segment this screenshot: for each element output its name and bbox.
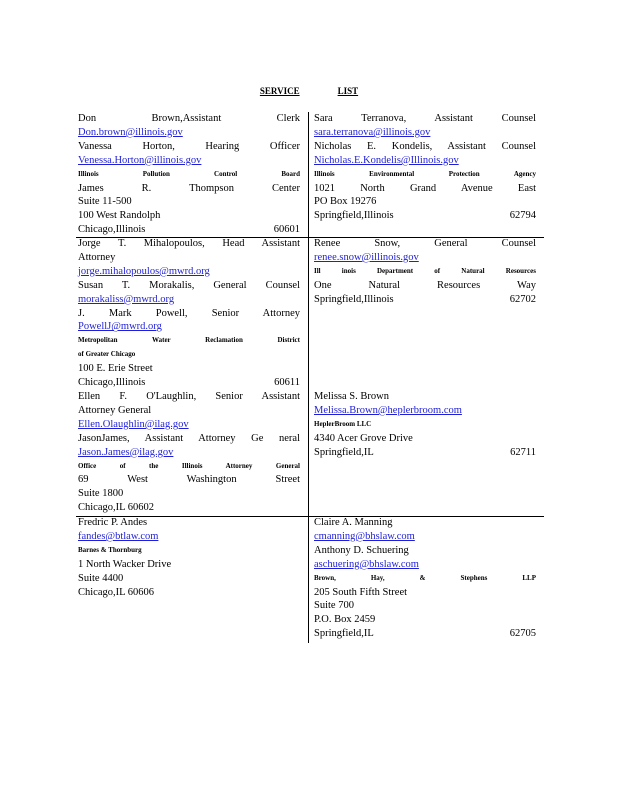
organization-name: Illinois Environmental Protection Agency xyxy=(314,169,536,178)
email-link[interactable]: Nicholas.E.Kondelis@Illinois.gov xyxy=(314,154,459,166)
email-link[interactable]: Melissa.Brown@heplerbroom.com xyxy=(314,404,462,416)
contact-name: J. Mark Powell, Senior Attorney xyxy=(78,307,300,319)
address-line: James R. Thompson Center xyxy=(78,182,300,194)
address-line: 1 North Wacker Drive xyxy=(78,558,172,570)
spacer xyxy=(314,320,536,334)
spacer xyxy=(314,362,536,376)
contact-name: Renee Snow, General Counsel xyxy=(314,238,536,249)
contact-name: Jorge T. Mihalopoulos, Head Assistant xyxy=(78,238,300,249)
cell-row2-left xyxy=(78,237,300,515)
email-link[interactable]: renee.snow@illinois.gov xyxy=(314,251,419,263)
title-word-service: SERVICE xyxy=(259,86,300,96)
title-word-list: LIST xyxy=(337,86,359,96)
organization-name: Barnes & Thornburg xyxy=(78,545,142,554)
column-divider xyxy=(308,112,309,643)
address-line: Chicago,Illinois 60601 xyxy=(78,224,300,236)
address-line: One Natural Resources Way xyxy=(314,279,536,291)
contact-name: Nicholas E. Kondelis, Assistant Counsel xyxy=(314,140,536,152)
address-line: P.O. Box 2459 xyxy=(314,614,376,626)
contact-name: JasonJames, Assistant Attorney Ge neral xyxy=(78,432,300,444)
cell-row1-right xyxy=(314,112,536,223)
email-link[interactable]: PowellJ@mwrd.org xyxy=(78,321,162,333)
contact-name: Sara Terranova, Assistant Counsel xyxy=(314,113,536,124)
address-line: PO Box 19276 xyxy=(314,196,377,208)
address-line: Suite 700 xyxy=(314,600,354,612)
organization-name: Metropolitan Water Reclamation District xyxy=(78,336,300,345)
contact-name: Don Brown,Assistant Clerk xyxy=(78,113,300,124)
contact-name: Fredric P. Andes xyxy=(78,517,148,528)
address-line: Suite 1800 xyxy=(78,488,124,500)
address-line: Chicago,IL 60606 xyxy=(78,586,155,598)
email-link[interactable]: Don.brown@illinois.gov xyxy=(78,126,183,138)
email-link[interactable]: sara.terranova@illinois.gov xyxy=(314,126,431,138)
address-line: Chicago,Illinois 60611 xyxy=(78,377,300,389)
address-line: 1021 North Grand Avenue East xyxy=(314,182,536,194)
email-link[interactable]: cmanning@bhslaw.com xyxy=(314,530,415,542)
organization-name: Illinois Pollution Control Board xyxy=(78,169,300,178)
cell-row2-right xyxy=(314,237,536,460)
email-link[interactable]: morakaliss@mwrd.org xyxy=(78,293,175,305)
spacer xyxy=(314,307,536,321)
address-line: Springfield,Illinois 62794 xyxy=(314,210,536,222)
contact-name: Ellen F. O'Laughlin, Senior Assistant xyxy=(78,390,300,402)
address-line: 69 West Washington Street xyxy=(78,474,300,486)
address-line: Springfield,Illinois 62702 xyxy=(314,293,536,305)
email-link[interactable]: Jason.James@ilag.gov xyxy=(78,446,174,458)
organization-name: Office of the Illinois Attorney General xyxy=(78,461,300,470)
cell-row3-right xyxy=(314,516,536,641)
email-link[interactable]: Venessa.Horton@illinois.gov xyxy=(78,154,202,166)
spacer xyxy=(314,376,536,390)
contact-name: Melissa S. Brown xyxy=(314,390,389,402)
email-link[interactable]: jorge.mihalopoulos@mwrd.org xyxy=(78,265,210,277)
page-title xyxy=(0,86,618,96)
organization-name: Brown, Hay, & Stephens LLP xyxy=(314,573,536,582)
contact-name: Anthony D. Schuering xyxy=(314,544,409,556)
email-link[interactable]: fandes@btlaw.com xyxy=(78,530,159,542)
address-line: Suite 4400 xyxy=(78,572,124,584)
address-line: Suite 11-500 xyxy=(78,196,132,208)
address-line: Chicago,IL 60602 xyxy=(78,502,155,514)
contact-name: Attorney xyxy=(78,251,116,263)
contact-name: Susan T. Morakalis, General Counsel xyxy=(78,279,300,291)
spacer xyxy=(314,334,536,348)
contact-name: Attorney General xyxy=(78,404,152,416)
contact-name: Claire A. Manning xyxy=(314,517,393,528)
organization-name: HeplerBroom LLC xyxy=(314,419,372,428)
organization-name: Ill inois Department of Natural Resources xyxy=(314,266,536,275)
spacer xyxy=(314,348,536,362)
address-line: 100 West Randolph xyxy=(78,210,161,222)
address-line: 4340 Acer Grove Drive xyxy=(314,432,413,444)
address-line: 205 South Fifth Street xyxy=(314,586,408,598)
email-link[interactable]: aschuering@bhslaw.com xyxy=(314,558,419,570)
address-line: Springfield,IL 62705 xyxy=(314,628,536,640)
email-link[interactable]: Ellen.Olaughlin@ilag.gov xyxy=(78,418,189,430)
cell-row1-left xyxy=(78,112,300,237)
organization-name: of Greater Chicago xyxy=(78,350,136,359)
address-line: Springfield,IL 62711 xyxy=(314,446,536,458)
address-line: 100 E. Erie Street xyxy=(78,363,153,375)
cell-row3-left xyxy=(78,516,300,599)
contact-name: Vanessa Horton, Hearing Officer xyxy=(78,140,300,152)
